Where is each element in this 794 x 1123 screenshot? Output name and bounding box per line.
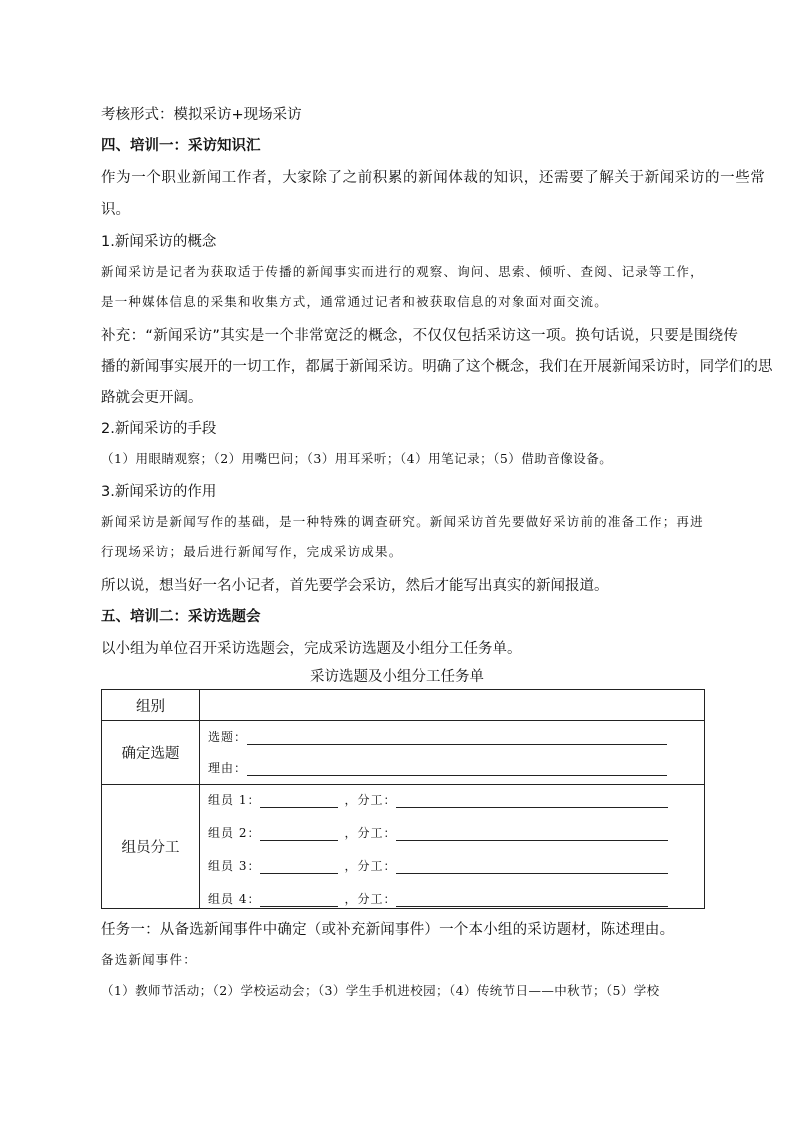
subsection-title-3: 3.新闻采访的作用 (101, 484, 217, 500)
concept-line-1: 新闻采访是记者为获取适于传播的新闻事实而进行的观察、询问、思索、倾听、查阅、记录等工作， (101, 264, 704, 279)
member-row (200, 890, 704, 907)
reason-field-label: 理由： (208, 760, 248, 775)
member-row (200, 791, 704, 808)
concept-line-2: 是一种媒体信息的采集和收集方式，通常通过记者和被获取信息的对象面对面交流。 (101, 294, 608, 309)
subsection-title-1: 1.新闻采访的概念 (101, 234, 217, 250)
methods-line: （1）用眼睛观察；（2）用嘴巴问；（3）用耳采听；（4）用笔记录；（5）借助音像设备。 (101, 451, 613, 466)
group-value-cell[interactable] (200, 690, 705, 721)
member-3-duty-blank[interactable] (396, 859, 668, 874)
topic-label: 确定选题 (102, 721, 200, 785)
member-4-name-blank[interactable] (260, 892, 338, 907)
member-1-duty-blank[interactable] (396, 793, 668, 808)
reason-blank[interactable] (247, 761, 667, 776)
member-3-duty-label: ，分工： (344, 858, 397, 873)
table-caption: 采访选题及小组分工任务单 (310, 669, 484, 685)
intro-line-2: 识。 (101, 202, 130, 218)
member-1-label: 组员 1： (208, 792, 261, 807)
member-2-label: 组员 2： (208, 825, 261, 840)
topic-field-label: 选题： (208, 729, 248, 744)
supplement-line-3: 路就会更开阔。 (101, 390, 203, 406)
role-line-1: 新闻采访是新闻写作的基础，是一种特殊的调查研究。新闻采访首先要做好采访前的准备工作；再进 (101, 514, 704, 529)
members-label: 组员分工 (102, 785, 200, 909)
member-1-name-blank[interactable] (260, 793, 338, 808)
section-heading-5: 五、培训二：采访选题会 (101, 609, 261, 625)
supplement-line-1: 补充：“新闻采访”其实是一个非常宽泛的概念，不仅仅包括采访这一项。换句话说，只要是围绕传 (101, 328, 739, 344)
subsection-title-2: 2.新闻采访的手段 (101, 421, 217, 437)
role-line-2: 行现场采访；最后进行新闻写作，完成采访成果。 (101, 544, 403, 559)
candidate-events-title: 备选新闻事件： (101, 952, 197, 967)
section-5-description: 以小组为单位召开采访选题会，完成采访选题及小组分工任务单。 (101, 641, 522, 657)
candidate-events-line: （1）教师节活动；（2）学校运动会；（3）学生手机进校园；（4）传统节日——中秋节；（5）学校 (101, 983, 660, 998)
member-3-name-blank[interactable] (260, 859, 338, 874)
member-2-duty-blank[interactable] (396, 826, 668, 841)
topic-cell (200, 721, 705, 785)
member-4-duty-blank[interactable] (396, 892, 668, 907)
member-3-label: 组员 3： (208, 858, 261, 873)
member-2-name-blank[interactable] (260, 826, 338, 841)
member-2-duty-label: ，分工： (344, 825, 397, 840)
section-heading-4: 四、培训一：采访知识汇 (101, 138, 261, 154)
topic-blank[interactable] (247, 730, 667, 745)
task-sheet-table (101, 689, 705, 909)
member-row (200, 857, 704, 874)
member-4-duty-label: ，分工： (344, 891, 397, 906)
group-label: 组别 (102, 690, 200, 721)
members-cell (200, 785, 705, 909)
supplement-line-2: 播的新闻事实展开的一切工作，都属于新闻采访。明确了这个概念，我们在开展新闻采访时，同学们的思 (101, 359, 773, 375)
conclusion-line: 所以说，想当好一名小记者，首先要学会采访，然后才能写出真实的新闻报道。 (101, 578, 609, 594)
member-4-label: 组员 4： (208, 891, 261, 906)
member-1-duty-label: ，分工： (344, 792, 397, 807)
task-one: 任务一：从备选新闻事件中确定（或补充新闻事件）一个本小组的采访题材，陈述理由。 (101, 922, 675, 938)
assessment-form: 考核形式：模拟采访+现场采访 (101, 107, 302, 123)
intro-line-1: 作为一个职业新闻工作者，大家除了之前积累的新闻体裁的知识，还需要了解关于新闻采访的一些常 (101, 170, 766, 186)
member-row (200, 824, 704, 841)
